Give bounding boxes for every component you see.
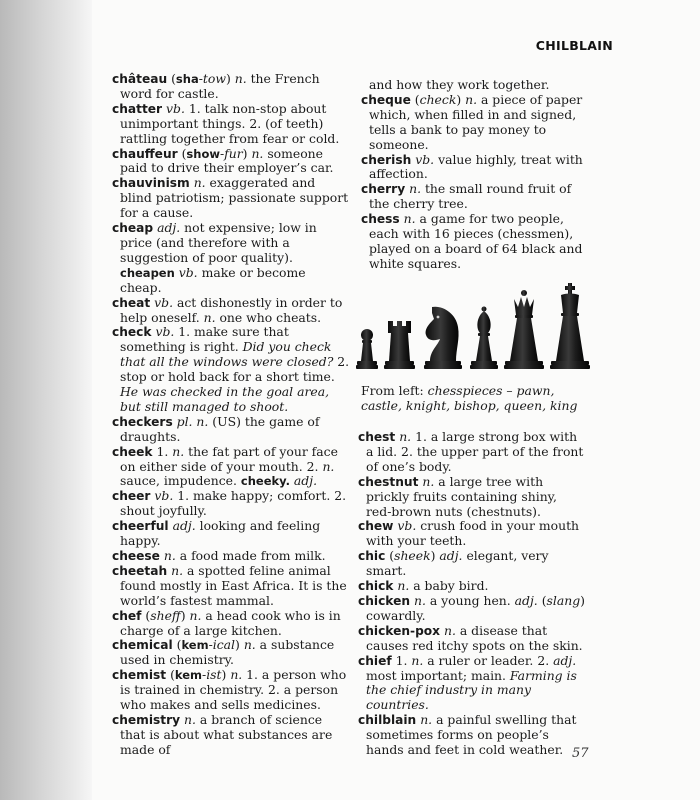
entry-headword: cheese bbox=[112, 549, 160, 563]
dictionary-entry bbox=[112, 102, 350, 147]
entry-headword: chic bbox=[358, 549, 386, 564]
italic-text: Did you check that all the windows were closed? bbox=[120, 339, 334, 370]
dictionary-entry bbox=[358, 579, 586, 594]
definition-text: someone paid to drive their employer’s car. bbox=[120, 145, 334, 176]
dictionary-entry bbox=[112, 221, 350, 296]
definition-text: sauce, impudence. bbox=[120, 473, 241, 489]
right-column-top bbox=[361, 78, 589, 272]
entry-headword: chemical bbox=[112, 638, 173, 653]
italic-text: vb. bbox=[415, 151, 435, 167]
dictionary-entry bbox=[112, 519, 350, 549]
italic-text: n. bbox=[193, 175, 206, 191]
definition-text: 1. a large strong box with a lid. 2. the upper part of the front of one’s body. bbox=[366, 429, 584, 474]
entry-headword: chilblain bbox=[358, 713, 417, 728]
definition-text: elegant, very smart. bbox=[366, 548, 549, 579]
entry-headword: cherry bbox=[361, 182, 406, 197]
dictionary-entry bbox=[112, 325, 350, 414]
italic-text: He was checked in the goal area, but still managed to shoot. bbox=[120, 384, 330, 414]
entry-headword: chemist bbox=[112, 668, 167, 683]
italic-text: ist bbox=[206, 667, 222, 683]
italic-text: n. bbox=[163, 548, 176, 563]
entry-headword: chicken bbox=[358, 593, 411, 608]
right-column-bottom bbox=[358, 430, 586, 758]
definition-text: 1. bbox=[152, 443, 173, 459]
dictionary-entry bbox=[358, 713, 586, 758]
definition-text: a head cook who is in charge of a large kitchen. bbox=[120, 607, 341, 638]
italic-text: vb. bbox=[166, 100, 185, 116]
dictionary-entry bbox=[112, 445, 350, 490]
italic-text: n. bbox=[243, 637, 256, 653]
italic-text: check bbox=[419, 91, 457, 107]
italic-text: n. bbox=[203, 309, 216, 325]
definition-text: ) bbox=[242, 145, 252, 161]
entry-headword: chess bbox=[361, 212, 400, 227]
definition-text: a large tree with prickly fruits containing shiny, red-brown nuts (chestnuts). bbox=[366, 473, 557, 519]
chess-pieces-illustration bbox=[352, 283, 592, 375]
entry-headword: cheek bbox=[112, 444, 153, 459]
chess-king-icon bbox=[550, 283, 590, 369]
definition-text: - bbox=[202, 667, 207, 683]
dictionary-entry bbox=[358, 624, 586, 654]
italic-text: ical bbox=[212, 637, 236, 653]
definition-text: - bbox=[208, 637, 213, 653]
italic-text: pl. n. bbox=[176, 413, 209, 429]
definition-text: ) bbox=[221, 667, 231, 683]
dictionary-entry bbox=[112, 176, 350, 221]
dictionary-entry bbox=[112, 296, 350, 326]
definition-text: crush food in your mouth with your teeth. bbox=[366, 518, 580, 549]
italic-text: n. bbox=[422, 473, 435, 489]
definition-text: ) bbox=[430, 548, 440, 564]
dictionary-entry bbox=[112, 564, 350, 609]
definition-text: act dishonestly in order to help oneself. bbox=[120, 294, 343, 325]
italic-text: adj. bbox=[157, 220, 181, 236]
definition-text: 1. bbox=[391, 652, 412, 668]
dictionary-entry bbox=[358, 475, 586, 520]
definition-text: the fat part of your face on either side of your mouth. 2. bbox=[120, 443, 338, 474]
definition-text: ) cowardly. bbox=[366, 592, 585, 623]
definition-text: the French word for castle. bbox=[120, 71, 320, 101]
definition-text: a game for two people, each with 16 pieces (chessmen), played on a board of 64 black and white squares. bbox=[369, 211, 583, 271]
running-head: CHILBLAIN bbox=[535, 38, 613, 53]
italic-text: tow bbox=[202, 71, 226, 86]
definition-text: ) bbox=[225, 71, 235, 86]
definition-text: 1. make happy; comfort. 2. shout joyfully. bbox=[120, 488, 347, 519]
entry-headword: château bbox=[112, 72, 168, 86]
definition-text: make or become cheap. bbox=[120, 264, 306, 295]
dictionary-entry bbox=[361, 93, 589, 153]
dictionary-entry bbox=[358, 654, 586, 714]
dictionary-entry bbox=[112, 549, 350, 564]
definition-text: ) bbox=[235, 637, 244, 653]
definition-text: a ruler or leader. 2. bbox=[423, 652, 554, 668]
entry-headword: chest bbox=[358, 430, 396, 444]
definition-text: ( bbox=[177, 145, 187, 161]
dictionary-entry bbox=[112, 489, 350, 519]
definition-text: From left: bbox=[361, 383, 428, 398]
dictionary-entry bbox=[361, 78, 589, 93]
italic-text: n. bbox=[234, 71, 247, 86]
italic-text: n. bbox=[397, 578, 410, 594]
italic-text: n. bbox=[189, 607, 202, 623]
dictionary-entry bbox=[358, 549, 586, 579]
entry-headword: chicken-pox bbox=[358, 623, 441, 638]
definition-text: not expensive; low in price (and therefore with a suggestion of poor quality). bbox=[120, 220, 317, 265]
dictionary-entry bbox=[112, 668, 350, 713]
bold-text: cheapen bbox=[120, 265, 175, 280]
definition-text: value highly, treat with affection. bbox=[369, 151, 583, 182]
bold-text: sha bbox=[175, 72, 199, 86]
italic-text: sheff bbox=[150, 607, 181, 623]
chess-bishop-icon bbox=[470, 307, 498, 370]
italic-text: n. bbox=[411, 652, 424, 668]
entry-headword: chief bbox=[358, 653, 392, 668]
chess-queen-icon bbox=[504, 290, 544, 369]
chess-rook-icon bbox=[384, 321, 415, 369]
entry-headword: cheetah bbox=[112, 563, 168, 578]
entry-headword: chef bbox=[112, 608, 142, 623]
italic-text: vb. bbox=[154, 294, 174, 310]
chess-pawn-icon bbox=[356, 329, 378, 369]
definition-text: - bbox=[198, 71, 203, 86]
italic-text: n. bbox=[172, 443, 185, 459]
definition-text: a branch of science that is about what substances are made of bbox=[120, 711, 333, 757]
definition-text: a piece of paper which, when filled in and signed, tells a bank to pay money to someone. bbox=[369, 91, 583, 152]
dictionary-entry bbox=[112, 638, 350, 668]
definition-text: a young hen. bbox=[425, 592, 515, 608]
italic-text: n. bbox=[399, 429, 412, 444]
entry-headword: cheer bbox=[112, 489, 151, 504]
entry-headword: chew bbox=[358, 519, 394, 534]
entry-headword: checkers bbox=[112, 414, 173, 429]
chess-knight-icon bbox=[424, 307, 462, 369]
italic-text: Farming is the chief industry in many countries. bbox=[366, 667, 577, 713]
definition-text: ) bbox=[180, 607, 190, 623]
bold-text: cheeky. bbox=[240, 474, 290, 489]
definition-text: a baby bird. bbox=[409, 578, 489, 594]
definition-text: the small round fruit of the cherry tree. bbox=[369, 181, 572, 212]
italic-text: vb. bbox=[397, 518, 417, 534]
italic-text: vb. bbox=[155, 324, 175, 340]
definition-text: ( bbox=[167, 71, 176, 86]
italic-text: sheek bbox=[394, 548, 431, 564]
dictionary-entry bbox=[358, 519, 586, 549]
italic-text: adj. bbox=[293, 473, 318, 489]
bold-text: kem bbox=[181, 638, 209, 653]
dictionary-entry bbox=[358, 594, 586, 624]
italic-text: slang bbox=[546, 592, 581, 608]
entry-headword: chestnut bbox=[358, 474, 419, 489]
definition-text: ( bbox=[537, 592, 547, 608]
dictionary-entry bbox=[112, 72, 350, 102]
italic-text: n. bbox=[184, 711, 196, 727]
definition-text: 1. a person who is trained in chemistry. 2. a person who makes and sells medicines. bbox=[120, 667, 347, 713]
italic-text: n. bbox=[413, 592, 426, 608]
italic-text: adj. bbox=[514, 592, 538, 608]
definition-text: 2. stop or hold back for a short time. bbox=[120, 354, 350, 385]
definition-text: 1. make sure that something is right. bbox=[120, 324, 289, 355]
chess-pieces-svg bbox=[352, 283, 592, 375]
italic-text: vb. bbox=[154, 488, 174, 504]
definition-text: ( bbox=[385, 548, 395, 564]
definition-text: a spotted feline animal found mostly in East Africa. It is the world’s fastest mammal. bbox=[120, 562, 347, 608]
italic-text: n. bbox=[251, 145, 264, 161]
italic-text: n. bbox=[444, 622, 456, 638]
entry-headword: cheque bbox=[361, 92, 411, 107]
bold-text: kem bbox=[174, 668, 203, 683]
definition-text: 1. talk non-stop about unimportant things. 2. (of teeth) rattling together from fear or cold. bbox=[120, 100, 340, 146]
definition-text: most important; main. bbox=[366, 667, 510, 683]
definition-text: one who cheats. bbox=[215, 309, 322, 325]
italic-text: n. bbox=[420, 712, 433, 728]
dictionary-entry bbox=[112, 713, 350, 758]
bold-text: show bbox=[186, 146, 220, 161]
definition-text: looking and feeling happy. bbox=[120, 518, 321, 549]
entry-headword: chick bbox=[358, 579, 394, 594]
definition-text: and how they work together. bbox=[369, 77, 550, 92]
definition-text: ( bbox=[172, 637, 182, 653]
page-number: 57 bbox=[572, 746, 589, 761]
entry-headword: chauffeur bbox=[112, 146, 178, 161]
dictionary-entry bbox=[112, 147, 350, 177]
entry-headword: chatter bbox=[112, 101, 163, 116]
entry-headword: chauvinism bbox=[112, 176, 190, 191]
italic-text: n. bbox=[230, 667, 243, 683]
definition-text: - bbox=[219, 145, 225, 161]
figure-caption bbox=[361, 383, 591, 413]
definition-text: a painful swelling that sometimes forms on people’s hands and feet in cold weather. bbox=[366, 712, 577, 758]
definition-text: (US) the game of draughts. bbox=[120, 413, 320, 444]
italic-text: chesspieces – pawn, castle, knight, bishop, queen, king bbox=[361, 383, 578, 413]
italic-text: fur bbox=[224, 145, 243, 161]
left-column bbox=[112, 72, 350, 758]
entry-headword: cherish bbox=[361, 152, 412, 167]
italic-text: n. bbox=[171, 562, 184, 578]
definition-text: ( bbox=[410, 91, 420, 107]
italic-text: n. bbox=[403, 211, 416, 227]
definition-text: a disease that causes red itchy spots on the skin. bbox=[366, 622, 583, 653]
italic-text: vb. bbox=[178, 264, 198, 280]
dictionary-entry bbox=[358, 430, 586, 475]
entry-headword: cheerful bbox=[112, 519, 169, 534]
italic-text: adj. bbox=[553, 652, 577, 668]
italic-text: n. bbox=[322, 458, 335, 474]
entry-headword: chemistry bbox=[112, 712, 181, 727]
dictionary-entry bbox=[112, 609, 350, 639]
entry-headword: check bbox=[112, 325, 152, 340]
entry-headword: cheat bbox=[112, 295, 151, 310]
italic-text: adj. bbox=[172, 518, 196, 534]
definition-text: a substance used in chemistry. bbox=[120, 637, 335, 668]
italic-text: n. bbox=[409, 181, 422, 197]
definition-text: ) bbox=[456, 91, 466, 107]
book-gutter-shadow bbox=[0, 0, 92, 800]
definition-text: exaggerated and blind patriotism; passionate support for a cause. bbox=[120, 175, 349, 221]
italic-text: n. bbox=[465, 91, 478, 107]
dictionary-entry bbox=[361, 153, 589, 183]
dictionary-entry bbox=[361, 182, 589, 212]
definition-text: ( bbox=[141, 607, 151, 623]
italic-text: adj. bbox=[439, 548, 463, 564]
dictionary-entry bbox=[112, 415, 350, 445]
entry-headword: cheap bbox=[112, 221, 154, 236]
definition-text: ( bbox=[166, 667, 175, 683]
definition-text: a food made from milk. bbox=[175, 548, 326, 563]
dictionary-entry bbox=[361, 212, 589, 272]
